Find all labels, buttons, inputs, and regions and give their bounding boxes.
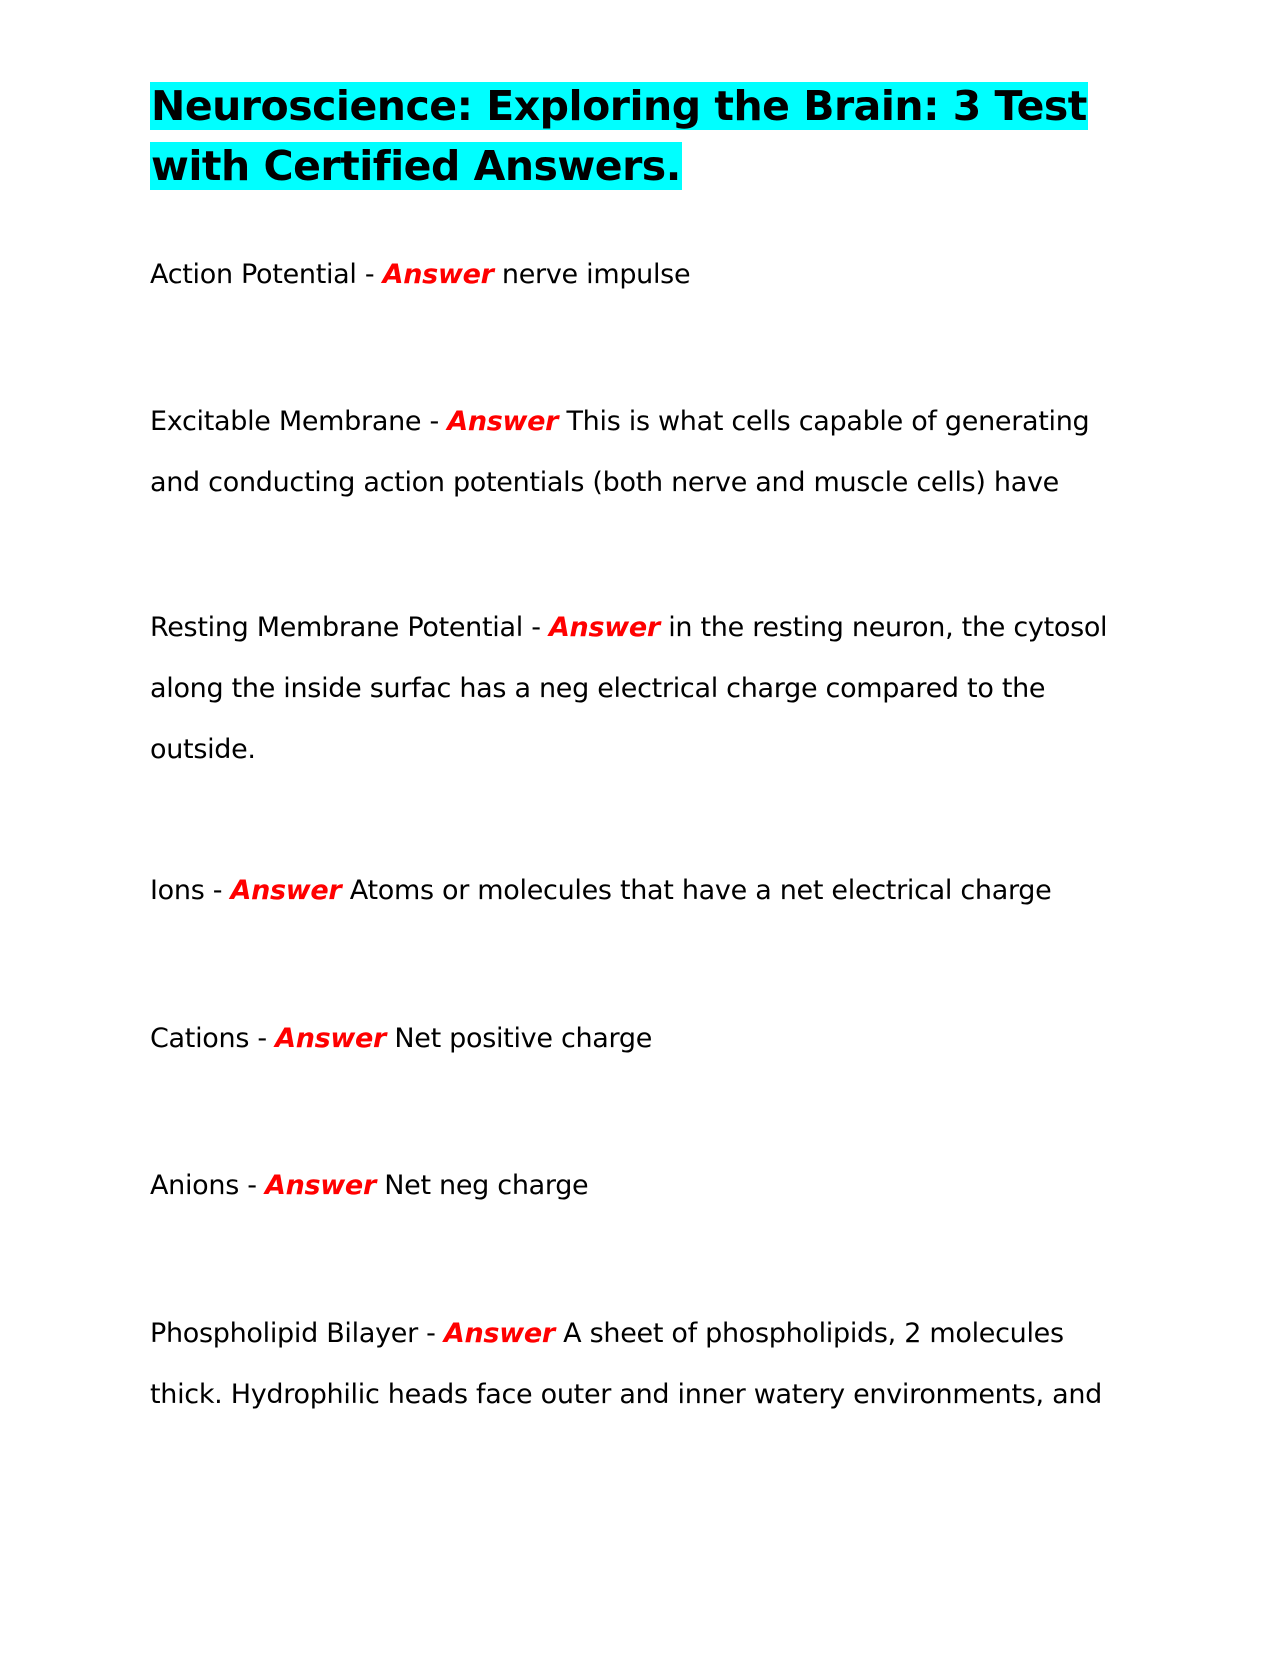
entry-definition: Net positive charge	[394, 1023, 653, 1054]
entry-term: Action Potential	[150, 259, 357, 290]
answer-label: Answer	[265, 1170, 376, 1201]
entry-term: Ions	[150, 875, 205, 906]
entry-separator: -	[522, 612, 549, 643]
qa-entry-ions	[150, 860, 1130, 921]
qa-entry-excitable-membrane	[150, 391, 1130, 513]
entry-definition: A sheet of phospholipids, 2 molecules thick. Hydrophilic heads face outer and inner watery environments, and	[150, 1318, 1103, 1410]
entry-separator: -	[417, 1318, 444, 1349]
qa-entry-phospholipid-bilayer	[150, 1303, 1130, 1425]
entry-separator: -	[204, 875, 231, 906]
answer-label: Answer	[382, 259, 494, 290]
entry-separator: -	[356, 259, 383, 290]
document-title	[150, 76, 1130, 196]
entry-term: Anions	[150, 1170, 239, 1201]
qa-entry-cations	[150, 1008, 1130, 1069]
entry-definition: This is what cells capable of generating and conducting action potentials (both nerve and muscle cells) have	[150, 406, 1090, 498]
answer-label: Answer	[230, 875, 342, 906]
entry-term: Cations	[150, 1023, 250, 1054]
answer-label: Answer	[275, 1023, 387, 1054]
qa-entry-resting-membrane-potential	[150, 597, 1130, 780]
entry-term: Excitable Membrane	[150, 406, 422, 437]
entry-definition: in the resting neuron, the cytosol along the inside surfac has a neg electrical charge compared to the outside.	[150, 612, 1108, 765]
entry-separator: -	[421, 406, 448, 437]
qa-entry-anions	[150, 1155, 1130, 1216]
entry-definition: Net neg charge	[384, 1170, 589, 1201]
entry-definition: nerve impulse	[501, 259, 691, 290]
answer-label: Answer	[447, 406, 559, 437]
entry-separator: -	[238, 1170, 265, 1201]
entry-term: Phospholipid Bilayer	[150, 1318, 418, 1349]
answer-label: Answer	[443, 1318, 555, 1349]
answer-label: Answer	[548, 612, 660, 643]
entry-separator: -	[249, 1023, 276, 1054]
qa-entry-action-potential	[150, 244, 1130, 305]
title-highlight: Neuroscience: Exploring the Brain: 3 Test with Certified Answers.	[151, 82, 1087, 190]
entry-definition: Atoms or molecules that have a net electrical charge	[349, 875, 1052, 906]
entry-term: Resting Membrane Potential	[150, 612, 523, 643]
